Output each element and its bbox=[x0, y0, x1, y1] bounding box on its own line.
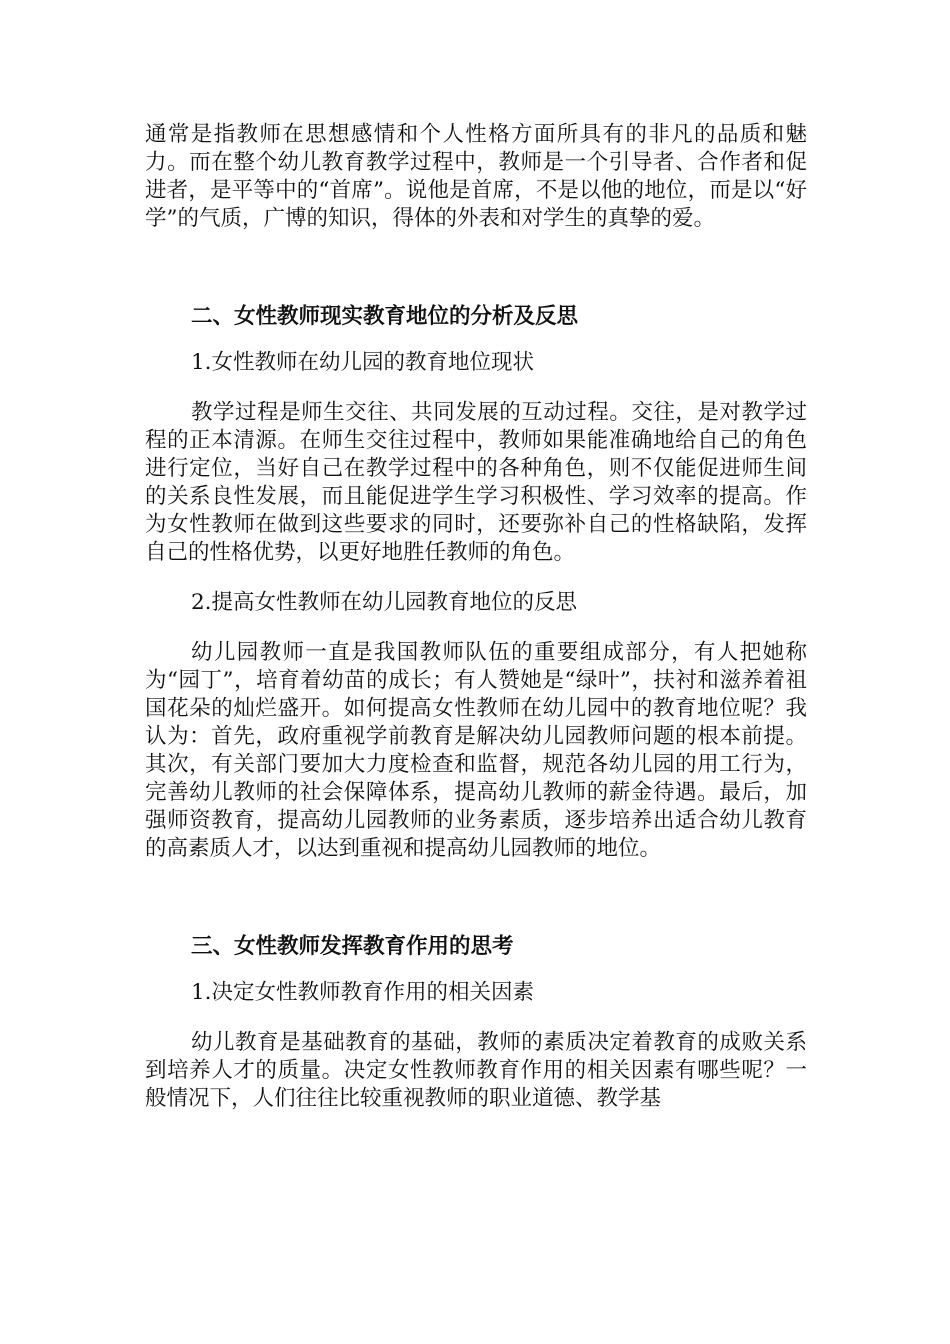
spacer bbox=[145, 567, 807, 589]
spacer bbox=[145, 377, 807, 399]
spacer bbox=[145, 1007, 807, 1029]
section-3-paragraph-1: 幼儿教育是基础教育的基础，教师的素质决定着教育的成败关系到培养人才的质量。决定女性教师教育作用的相关因素有哪些呢？一般情况下，人们往往比较重视教师的职业道德、教学基 bbox=[145, 1030, 807, 1111]
section-3-heading: 三、女性教师发挥教育作用的思考 bbox=[191, 934, 514, 959]
spacer bbox=[145, 961, 807, 979]
section-2-paragraph-2: 幼儿园教师一直是我国教师队伍的重要组成部分，有人把她称为“园丁”，培育着幼苗的成长；有人赞她是“绿叶”，扶衬和滋养着祖国花朵的灿烂盛开。如何提高女性教师在幼儿园中的教育地位呢？我认为：首先，政府重视学前教育是解决幼儿园教师问题的根本前提。其次，有关部门要加大力度检查和监督，规范各幼儿园的用工行为，完善幼儿教师的社会保障体系，提高幼儿教师的薪金待遇。最后，加强师资教育，提高幼儿园教师的业务素质，逐步培养出适合幼儿教育的高素质人才，以达到重视和提高幼儿园教师的地位。 bbox=[145, 640, 808, 861]
spacer bbox=[145, 331, 807, 349]
intro-paragraph: 通常是指教师在思想感情和个人性格方面所具有的非凡的品质和魅力。而在整个幼儿教育教学过程中，教师是一个引导者、合作者和促进者，是平等中的“首席”。说他是首席，不是以他的地位，而是以“好学”的气质，广博的知识，得体的外表和对学生的真挚的爱。 bbox=[145, 122, 807, 231]
section-2-heading: 二、女性教师现实教育地位的分析及反思 bbox=[191, 304, 579, 329]
section-spacer bbox=[145, 233, 807, 303]
section-spacer bbox=[145, 863, 807, 933]
section-2-subheading-1: 1.女性教师在幼儿园的教育地位现状 bbox=[191, 350, 535, 375]
section-2-subheading-2: 2.提高女性教师在幼儿园教育地位的反思 bbox=[191, 590, 578, 615]
document-body bbox=[145, 121, 807, 1113]
spacer bbox=[145, 617, 807, 639]
section-2-paragraph-1: 教学过程是师生交往、共同发展的互动过程。交往，是对教学过程的正本清源。在师生交往过程中，教师如果能准确地给自己的角色进行定位，当好自己在教学过程中的各种角色，则不仅能促进师生间的关系良性发展，而且能促进学生学习积极性、学习效率的提高。作为女性教师在做到这些要求的同时，还要弥补自己的性格缺陷，发挥自己的性格优势，以更好地胜任教师的角色。 bbox=[145, 400, 807, 565]
section-3-subheading-1: 1.决定女性教师教育作用的相关因素 bbox=[191, 980, 535, 1005]
